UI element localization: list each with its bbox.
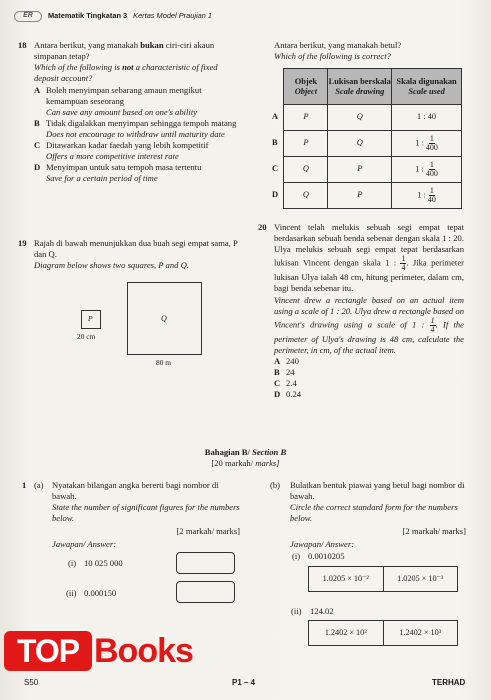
- answer-label: Jawapan/ Answer:: [290, 539, 355, 549]
- option-a[interactable]: A Boleh menyimpan sebarang amaun mengikut kemampuan seseorang Can save any amount based on one's ability: [34, 85, 202, 117]
- number-value: 0.000150: [84, 588, 117, 598]
- question-19: [18, 238, 238, 271]
- question-number: 1: [22, 480, 27, 490]
- option-c[interactable]: C Ditawarkan kadar faedah yang lebih kompetitif Offers a more competitive interest rate: [34, 140, 209, 161]
- section-b-header: Bahagian B/ Section B [20 markah/ marks]: [204, 447, 287, 468]
- question-stem-en: Vincent drew a rectangle based on an actual item using a scale of 1 : 20. Ulya drew a rectangle based on Vincent's drawing using a scale of 1 : $\frac{1}{4}$ . If the perimeter of Ulya's drawing is 48 cm, calculate the perimeter, in cm, of the actual item.: [274, 295, 464, 355]
- question-stem-ms: Antara berikut, yang manakah bukan ciri-ciri akaun simpanan tetap?: [34, 40, 215, 61]
- question-1b: (b) Bulatkan bentuk piawai yang betul bagi nombor di bawah. Circle the correct standard form for the numbers below. [2 markah/ marks] Jawapan/ Answer:: [270, 480, 466, 549]
- option-c[interactable]: C 2.4: [274, 378, 297, 388]
- answer-box[interactable]: [176, 552, 235, 574]
- standard-form-option[interactable]: 1.0205 × 10⁻²: [322, 573, 369, 583]
- answer-label: Jawapan/ Answer:: [52, 539, 117, 549]
- answer-box[interactable]: [176, 581, 235, 603]
- header-object: Objek Object: [284, 69, 328, 105]
- question-number: 18: [18, 40, 27, 50]
- question-stem-en: Diagram below shows two squares, P and Q.: [34, 260, 189, 270]
- standard-form-options: [308, 620, 458, 646]
- standard-form-option[interactable]: 1.2402 × 10²: [324, 627, 367, 637]
- question-20: [258, 222, 464, 400]
- question-number: 19: [18, 238, 27, 248]
- number-value: 124.02: [310, 606, 334, 616]
- option-b[interactable]: B Tidak digalakkan menyimpan sehingga tempoh matang Does not encourage to withdraw until maturity date: [34, 118, 237, 139]
- publisher-logo: ĒR: [14, 11, 42, 22]
- square-p-side: 20 cm: [77, 332, 96, 341]
- header-drawing: Lukisan berskala Scale drawing: [328, 69, 392, 105]
- standard-form-option[interactable]: 1.0205 × 10⁻³: [383, 567, 458, 591]
- page-header: [14, 8, 484, 24]
- number-value: 0.0010205: [308, 551, 345, 561]
- option-d[interactable]: D Menyimpan untuk satu tempoh masa tertentu Save for a certain period of time: [34, 162, 202, 183]
- question-stem-ms: Rajah di bawah menunjukkan dua buah segi empat sama, P dan Q.: [34, 238, 238, 259]
- table-row[interactable]: A P Q 1 : 40: [270, 105, 462, 131]
- classification: TERHAD: [432, 678, 466, 687]
- option-b[interactable]: B 24: [274, 367, 295, 377]
- marks: [2 markah/ marks]: [176, 526, 240, 536]
- question-stem-en: Which of the following is not a characteristic of fixed deposit account?: [34, 62, 218, 83]
- question-1a: 1 (a) Nyatakan bilangan angka bererti bagi nombor di bawah. State the number of significant figures for the numbers below. [2 markah/ marks] Jawapan/ Answer:: [22, 480, 240, 549]
- option-d[interactable]: D 0.24: [274, 389, 302, 399]
- question-stem-ms: Vincent telah melukis sebuah segi empat tepat berdasarkan sebuah benda sebenar dengan skala 1 : 20. Ulya melukis sebuah segi empat tepat berdasarkan lukisan Vincent dengan skala 1 : $\frac{1}{4}$ . Jika perimeter lukisan Ulya ialah 48 cm, hitung perimeter, dalam cm, bagi benda sebenar itu.: [274, 222, 464, 293]
- scale-table: [270, 68, 462, 209]
- paper-code: P1 – 4: [232, 678, 256, 687]
- question-number: 20: [258, 222, 267, 232]
- table-row[interactable]: C Q P 1 : $\frac{1}{400}$: [270, 157, 462, 183]
- header-scale: Skala digunakan Scale used: [392, 69, 462, 105]
- standard-form-option[interactable]: 1.2402 × 10³: [383, 621, 458, 645]
- topbooks-watermark: TOP Books: [0, 629, 240, 673]
- square-q-side: 80 m: [156, 358, 171, 367]
- marks: [2 markah/ marks]: [402, 526, 466, 536]
- exam-page: ĒR Matematik Tingkatan 3 Kertas Model Praujian 1 18 Antara berikut, yang manakah bukan ciri-ciri akaun simpanan tetap? Which of the following is not a characteristic of fixed deposit account? A Boleh menyimpan sebarang amaun mengikut kemampuan seseorang Can save any amount based on one's ability B Tidak digalakkan menyimpan sehingga tempoh matang Does not encourage to withdraw until maturity date C Ditawarkan kadar faedah yang lebih kompetitif Offers a more competitive interest rate D Menyimpan untuk satu tempoh masa tertentu Save for a certain period of time 19 Rajah di bawah menunjukkan dua buah segi empat sama, P dan Q. Diagram below shows two squares, P and Q. P 20 cm Q 80 m Antara berikut, yang manakah betul? Which of the following is correct? Objek Object Lukisan berskala Scale drawing Skala digunakan Scale used A P Q 1 : 40 B P Q 1 : $\frac{1}{400}$ C Q P 1 : $\frac{1}{400}$ D Q P 1 : $\frac{1}{40}$ 20 Vincent telah melukis sebuah segi empat tepat berdasarkan sebuah benda sebenar dengan skala 1 : 20. Ulya melukis sebuah segi empat tepat berdasarkan lukisan Vincent dengan skala 1 : $\frac{1}{4}$ . Jika perimeter lukisan Ulya ialah 48 cm, hitung perimeter, dalam cm, bagi benda sebenar itu. Vincent drew a rectangle based on an actual item using a scale of 1 : 20. Ulya drew a rectangle based on Vincent's drawing using a scale of 1 : $\frac{1}{4}$ . If the perimeter of Ulya's drawing is 48 cm, calculate the perimeter, in cm, of the actual item. A 240 B 24 C 2.4 D 0.24 Bahagian B/ Section B [20 markah/ marks] 1 (a) Nyatakan bilangan angka bererti bagi nombor di bawah. State the number of significant figures for the numbers below. [2 markah/ marks] Jawapan/ Answer: (i) 10 025 000 (ii) 0.000150 (b) Bulatkan bentuk piawai yang betul bagi nombor di bawah. Circle the correct standard form for the numbers below. [2 markah/ marks] Jawapan/ Answer: (i) 0.0010205 1.0205 × 10⁻² 1.0205 × 10⁻³ (ii) 124.02 1.2402 × 10² 1.2402 × 10³ TOP Books S50 P1 – 4 TERHAD: [0, 0, 491, 700]
- paper-subtitle: Kertas Model Praujian 1: [133, 11, 213, 21]
- series-title: Matematik Tingkatan 3: [48, 11, 128, 21]
- page-number: S50: [24, 678, 39, 687]
- question-18: [18, 40, 238, 184]
- standard-form-options: [308, 566, 458, 592]
- square-p: P: [81, 310, 101, 329]
- square-q: Q: [127, 282, 202, 355]
- option-a[interactable]: A 240: [274, 356, 299, 366]
- table-row[interactable]: D Q P 1 : $\frac{1}{40}$: [270, 183, 462, 209]
- question-19-prompt: Antara berikut, yang manakah betul? Which of the following is correct?: [274, 40, 402, 61]
- number-value: 10 025 000: [84, 558, 123, 568]
- table-row[interactable]: B P Q 1 : $\frac{1}{400}$: [270, 131, 462, 157]
